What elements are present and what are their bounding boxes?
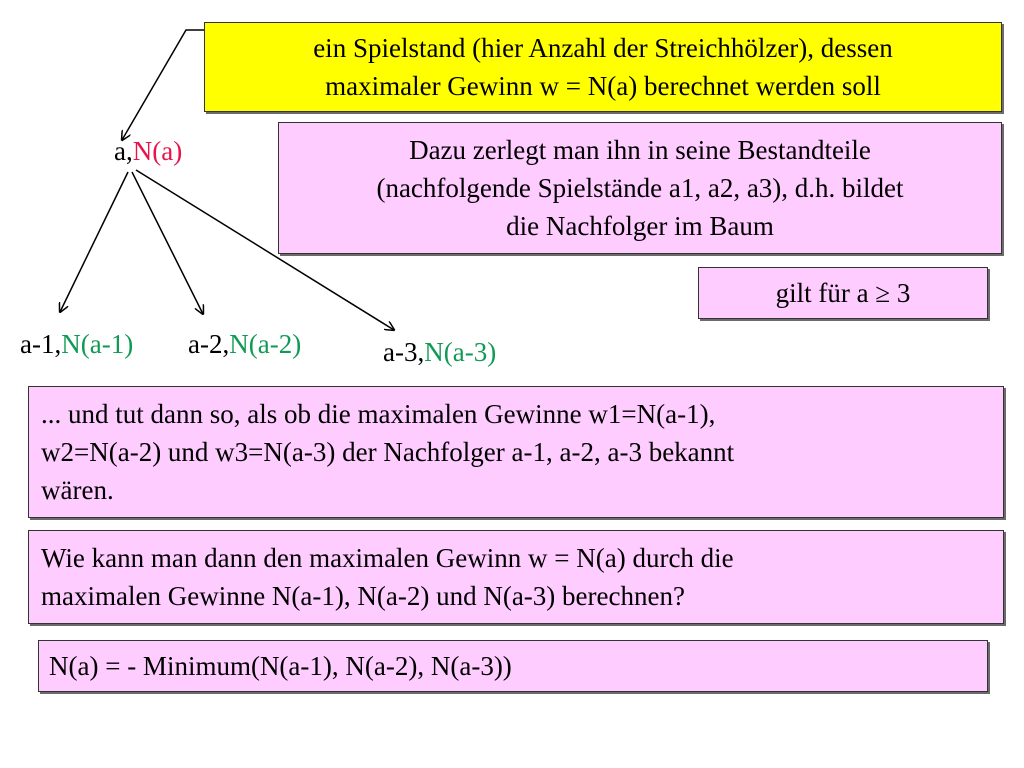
assume-line-1: ... und tut dann so, als ob die maximalen Gewinne w1=N(a-1), (41, 399, 716, 429)
child-3-value: N(a-3) (424, 337, 497, 367)
root-label: a, (114, 136, 133, 166)
question-line-1: Wie kann man dann den maximalen Gewinn w = N(a) durch die (41, 543, 734, 573)
child-1-value: N(a-1) (61, 329, 134, 359)
child-3-label: a-3, (383, 337, 425, 367)
callout-box (204, 22, 1002, 112)
assume-box (28, 386, 1004, 518)
child-2-label: a-2, (188, 329, 230, 359)
callout-pointer-arrow (122, 30, 204, 140)
tree-root-node (114, 135, 182, 167)
tree-child-node-3 (383, 336, 496, 368)
question-box (28, 530, 1004, 624)
child-2-value: N(a-2) (229, 329, 302, 359)
child-1-label: a-1, (20, 329, 62, 359)
question-line-2: maximalen Gewinne N(a-1), N(a-2) und N(a-3) berechnen? (41, 581, 685, 611)
callout-line-1: ein Spielstand (hier Anzahl der Streichhölzer), dessen (313, 33, 893, 63)
assume-line-3: wären. (41, 475, 114, 505)
edge-to-a-1 (60, 172, 128, 312)
condition-box (698, 267, 988, 319)
formula-text: N(a) = - Minimum(N(a-1), N(a-2), N(a-3)) (49, 651, 512, 681)
decompose-line-3: die Nachfolger im Baum (506, 211, 774, 241)
tree-child-node-1 (20, 328, 133, 360)
decompose-box (278, 122, 1002, 254)
formula-box (38, 640, 988, 692)
callout-line-2: maximaler Gewinn w = N(a) berechnet werden soll (325, 71, 881, 101)
tree-child-node-2 (188, 328, 301, 360)
decompose-line-2: (nachfolgende Spielstände a1, a2, a3), d.h. bildet (376, 173, 904, 203)
edge-to-a-2 (132, 172, 203, 314)
condition-text: gilt für a ≥ 3 (775, 278, 911, 308)
root-value: N(a) (132, 136, 183, 166)
decompose-line-1: Dazu zerlegt man ihn in seine Bestandteile (409, 135, 871, 165)
assume-line-2: w2=N(a-2) und w3=N(a-3) der Nachfolger a-1, a-2, a-3 bekannt (41, 437, 735, 467)
